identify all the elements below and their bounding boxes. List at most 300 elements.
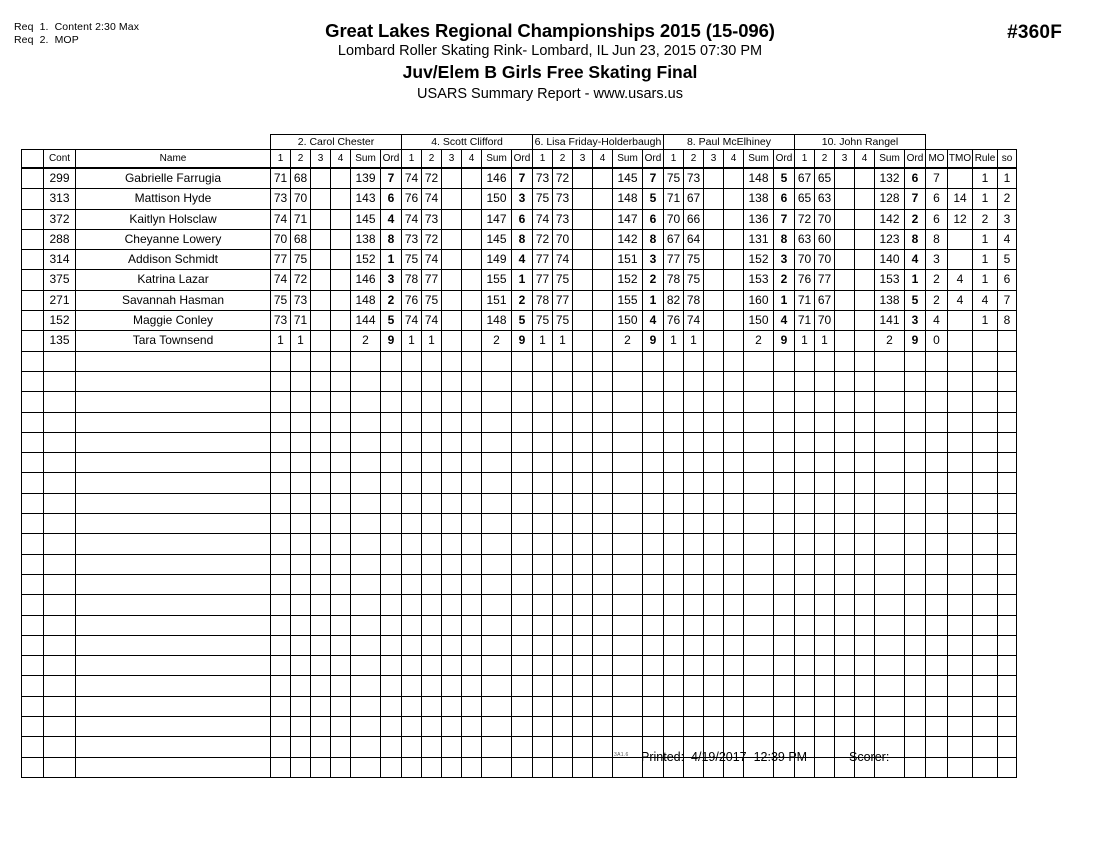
mark-j3-1	[533, 696, 553, 716]
ordinal-j4	[774, 595, 795, 615]
ordinal-j1	[381, 473, 402, 493]
sum-j2	[482, 696, 512, 716]
standing-order	[998, 392, 1017, 412]
mark-j1-2	[291, 534, 311, 554]
mark-j2-1	[402, 635, 422, 655]
contestant-number	[44, 656, 76, 676]
row-marker-cell	[22, 351, 44, 371]
rule-value	[973, 473, 998, 493]
mark-j3-1	[533, 453, 553, 473]
mark-j2-4	[462, 656, 482, 676]
mark-j5-1	[795, 595, 815, 615]
mark-j4-3	[704, 615, 724, 635]
mark-j3-2	[553, 757, 573, 777]
standing-order	[998, 696, 1017, 716]
rule-value: 1	[973, 270, 998, 290]
mark-j3-2	[553, 473, 573, 493]
ordinal-j5	[905, 514, 926, 534]
ordinal-j2	[512, 392, 533, 412]
mark-j2-1	[402, 473, 422, 493]
contestant-number	[44, 676, 76, 696]
requirement-line: Req 2. MOP	[14, 34, 79, 46]
ordinal-j3: 1	[643, 290, 664, 310]
ordinal-j2	[512, 432, 533, 452]
contestant-number	[44, 554, 76, 574]
row-marker-cell	[22, 493, 44, 513]
sum-j2	[482, 351, 512, 371]
ordinal-j1	[381, 635, 402, 655]
mark-j3-2: 75	[553, 270, 573, 290]
total-majority-ordinal	[948, 757, 973, 777]
mark-j3-2: 1	[553, 331, 573, 351]
mark-j3-3	[573, 574, 593, 594]
mark-j2-3	[442, 331, 462, 351]
sum-j1	[351, 514, 381, 534]
mark-j5-4	[855, 432, 875, 452]
mark-j5-3	[835, 432, 855, 452]
standing-order: 4	[998, 229, 1017, 249]
mark-j2-4	[462, 493, 482, 513]
mark-j5-3	[835, 615, 855, 635]
mark-j3-1	[533, 737, 553, 757]
ordinal-j5	[905, 717, 926, 737]
mark-j5-4	[855, 392, 875, 412]
table-row	[22, 270, 1017, 290]
ordinal-j4: 1	[774, 290, 795, 310]
sum-j4	[744, 717, 774, 737]
skater-name	[76, 493, 271, 513]
mark-j3-4	[593, 717, 613, 737]
rule-value	[973, 331, 998, 351]
ordinal-j5: 8	[905, 229, 926, 249]
mark-j2-3	[442, 595, 462, 615]
mark-j2-1	[402, 493, 422, 513]
mark-j5-2: 63	[815, 189, 835, 209]
mark-j5-1	[795, 493, 815, 513]
col-header-j5-sum: Sum	[875, 150, 905, 169]
standing-order	[998, 514, 1017, 534]
empty-row	[22, 432, 1017, 452]
mark-j5-4	[855, 229, 875, 249]
report-subtitle: USARS Summary Report - www.usars.us	[417, 86, 683, 102]
mark-j2-4	[462, 757, 482, 777]
empty-row	[22, 473, 1017, 493]
ordinal-j2	[512, 656, 533, 676]
mark-j2-2: 72	[422, 168, 442, 189]
ordinal-j2	[512, 493, 533, 513]
total-majority-ordinal	[948, 514, 973, 534]
sum-j2: 2	[482, 331, 512, 351]
ordinal-j5	[905, 574, 926, 594]
ordinal-j2	[512, 676, 533, 696]
mark-j4-3	[704, 432, 724, 452]
sum-j3	[613, 453, 643, 473]
majority-ordinal	[926, 737, 948, 757]
mark-j3-4	[593, 514, 613, 534]
mark-j2-1: 73	[402, 229, 422, 249]
mark-j1-3	[311, 331, 331, 351]
mark-j3-3	[573, 331, 593, 351]
sum-j3: 150	[613, 311, 643, 331]
mark-j1-3	[311, 351, 331, 371]
mark-j2-1	[402, 432, 422, 452]
mark-j1-1	[271, 554, 291, 574]
mark-j2-2	[422, 432, 442, 452]
majority-ordinal	[926, 351, 948, 371]
ordinal-j2	[512, 757, 533, 777]
ordinal-j1: 6	[381, 189, 402, 209]
mark-j2-3	[442, 473, 462, 493]
mark-j5-4	[855, 595, 875, 615]
contestant-number: 372	[44, 209, 76, 229]
mark-j5-3	[835, 209, 855, 229]
ordinal-j4	[774, 696, 795, 716]
ordinal-j3: 6	[643, 209, 664, 229]
mark-j2-1	[402, 574, 422, 594]
ordinal-j3: 3	[643, 250, 664, 270]
sum-j3	[613, 615, 643, 635]
mark-j5-4	[855, 696, 875, 716]
ordinal-j2: 1	[512, 270, 533, 290]
mark-j2-1	[402, 656, 422, 676]
mark-j5-3	[835, 331, 855, 351]
mark-j3-3	[573, 453, 593, 473]
mark-j2-4	[462, 270, 482, 290]
sum-j3	[613, 574, 643, 594]
mark-j3-4	[593, 473, 613, 493]
majority-ordinal	[926, 696, 948, 716]
sum-j4	[744, 676, 774, 696]
ordinal-j5	[905, 554, 926, 574]
mark-j1-2: 75	[291, 250, 311, 270]
mark-j3-1	[533, 514, 553, 534]
mark-j5-4	[855, 351, 875, 371]
standing-order: 6	[998, 270, 1017, 290]
standing-order	[998, 757, 1017, 777]
mark-j3-3	[573, 615, 593, 635]
empty-row	[22, 717, 1017, 737]
mark-j4-2	[684, 432, 704, 452]
rule-value	[973, 574, 998, 594]
ordinal-j1: 8	[381, 229, 402, 249]
sum-j5	[875, 534, 905, 554]
sum-j1: 2	[351, 331, 381, 351]
ordinal-j3	[643, 635, 664, 655]
skater-name: Kaitlyn Holsclaw	[76, 209, 271, 229]
mark-j5-2	[815, 392, 835, 412]
mark-j1-1: 73	[271, 311, 291, 331]
mark-j2-2: 73	[422, 209, 442, 229]
ordinal-j1	[381, 514, 402, 534]
mark-j3-2	[553, 392, 573, 412]
mark-j3-2	[553, 371, 573, 391]
mark-j4-2	[684, 534, 704, 554]
row-marker-cell	[22, 615, 44, 635]
mark-j3-3	[573, 168, 593, 189]
col-header-rule: Rule	[973, 150, 998, 169]
empty-row	[22, 514, 1017, 534]
mark-j5-2	[815, 635, 835, 655]
mark-j4-4	[724, 676, 744, 696]
mark-j1-4	[331, 392, 351, 412]
mark-j3-2	[553, 656, 573, 676]
mark-j2-3	[442, 574, 462, 594]
mark-j1-4	[331, 311, 351, 331]
col-header-j4-2: 2	[684, 150, 704, 169]
mark-j4-4	[724, 351, 744, 371]
mark-j4-3	[704, 635, 724, 655]
mark-j1-4	[331, 615, 351, 635]
mark-j1-2: 73	[291, 290, 311, 310]
ordinal-j3: 9	[643, 331, 664, 351]
mark-j4-2: 75	[684, 270, 704, 290]
mark-j2-4	[462, 209, 482, 229]
mark-j1-2	[291, 493, 311, 513]
sum-j4	[744, 351, 774, 371]
mark-j5-1: 1	[795, 331, 815, 351]
ordinal-j2	[512, 371, 533, 391]
rule-value	[973, 371, 998, 391]
row-marker-cell	[22, 229, 44, 249]
ordinal-j1	[381, 757, 402, 777]
ordinal-j4: 8	[774, 229, 795, 249]
mark-j5-3	[835, 189, 855, 209]
contestant-number: 152	[44, 311, 76, 331]
mark-j1-3	[311, 635, 331, 655]
mark-j3-3	[573, 534, 593, 554]
majority-ordinal	[926, 392, 948, 412]
sum-j4	[744, 635, 774, 655]
contestant-number	[44, 696, 76, 716]
mark-j1-3	[311, 189, 331, 209]
sum-j4	[744, 656, 774, 676]
standing-order	[998, 615, 1017, 635]
mark-j1-3	[311, 514, 331, 534]
mark-j3-2	[553, 615, 573, 635]
mark-j5-3	[835, 534, 855, 554]
mark-j2-3	[442, 554, 462, 574]
sum-j2: 148	[482, 311, 512, 331]
col-header-j5-2: 2	[815, 150, 835, 169]
mark-j4-4	[724, 229, 744, 249]
mark-j1-2	[291, 615, 311, 635]
contestant-number: 375	[44, 270, 76, 290]
mark-j5-2	[815, 412, 835, 432]
mark-j3-4	[593, 615, 613, 635]
table-row	[22, 290, 1017, 310]
mark-j5-2	[815, 351, 835, 371]
mark-j5-2	[815, 534, 835, 554]
mark-j3-1	[533, 635, 553, 655]
table-row	[22, 311, 1017, 331]
skater-name	[76, 656, 271, 676]
ordinal-j3: 5	[643, 189, 664, 209]
sum-j4	[744, 595, 774, 615]
sum-j5: 132	[875, 168, 905, 189]
majority-ordinal: 7	[926, 168, 948, 189]
mark-j1-2	[291, 351, 311, 371]
ordinal-j4: 7	[774, 209, 795, 229]
mark-j5-2: 70	[815, 250, 835, 270]
rule-value	[973, 737, 998, 757]
sum-j3	[613, 757, 643, 777]
col-header-j2-3: 3	[442, 150, 462, 169]
mark-j1-2	[291, 392, 311, 412]
ordinal-j4	[774, 554, 795, 574]
mark-j2-3	[442, 351, 462, 371]
mark-j1-4	[331, 209, 351, 229]
col-header-j3-4: 4	[593, 150, 613, 169]
ordinal-j3	[643, 412, 664, 432]
mark-j2-3	[442, 493, 462, 513]
empty-row	[22, 696, 1017, 716]
sum-j1	[351, 351, 381, 371]
mark-j1-1: 74	[271, 270, 291, 290]
mark-j5-2	[815, 676, 835, 696]
contestant-number	[44, 717, 76, 737]
mark-j3-3	[573, 351, 593, 371]
ordinal-j5	[905, 351, 926, 371]
mark-j4-1	[664, 351, 684, 371]
mark-j4-2	[684, 514, 704, 534]
mark-j2-1	[402, 514, 422, 534]
mark-j1-1: 74	[271, 209, 291, 229]
row-marker-cell	[22, 331, 44, 351]
mark-j2-2	[422, 574, 442, 594]
majority-ordinal	[926, 432, 948, 452]
skater-name	[76, 737, 271, 757]
skater-name	[76, 615, 271, 635]
mark-j2-4	[462, 615, 482, 635]
row-marker-cell	[22, 737, 44, 757]
mark-j4-1	[664, 595, 684, 615]
table-row	[22, 209, 1017, 229]
mark-j5-1: 76	[795, 270, 815, 290]
col-header-j3-1: 1	[533, 150, 553, 169]
mark-j3-3	[573, 392, 593, 412]
rule-value: 1	[973, 229, 998, 249]
rule-value: 1	[973, 168, 998, 189]
mark-j1-4	[331, 229, 351, 249]
skater-name	[76, 574, 271, 594]
sum-j1	[351, 392, 381, 412]
sum-j2	[482, 574, 512, 594]
col-header-j1-sum: Sum	[351, 150, 381, 169]
mark-j3-3	[573, 432, 593, 452]
mark-j3-4	[593, 351, 613, 371]
mark-j3-1	[533, 473, 553, 493]
mark-j2-2	[422, 453, 442, 473]
mark-j4-2: 67	[684, 189, 704, 209]
mark-j4-4	[724, 311, 744, 331]
mark-j2-3	[442, 311, 462, 331]
sum-j3: 142	[613, 229, 643, 249]
ordinal-j4	[774, 392, 795, 412]
mark-j3-2: 75	[553, 311, 573, 331]
mark-j2-4	[462, 392, 482, 412]
ordinal-j1	[381, 534, 402, 554]
ordinal-j4	[774, 351, 795, 371]
mark-j1-3	[311, 676, 331, 696]
empty-row	[22, 615, 1017, 635]
mark-j1-2	[291, 473, 311, 493]
mark-j3-4	[593, 168, 613, 189]
contestant-number	[44, 371, 76, 391]
mark-j5-1	[795, 656, 815, 676]
mark-j2-2	[422, 696, 442, 716]
row-marker-cell	[22, 168, 44, 189]
mark-j1-4	[331, 270, 351, 290]
total-majority-ordinal	[948, 534, 973, 554]
sum-j1	[351, 574, 381, 594]
contestant-number	[44, 615, 76, 635]
mark-j1-2	[291, 757, 311, 777]
sum-j2	[482, 432, 512, 452]
ordinal-j5: 7	[905, 189, 926, 209]
mark-j4-3	[704, 412, 724, 432]
mark-j1-2: 71	[291, 311, 311, 331]
sum-j2: 147	[482, 209, 512, 229]
contestant-number	[44, 453, 76, 473]
report-header	[0, 20, 1100, 105]
mark-j5-1	[795, 635, 815, 655]
mark-j5-1	[795, 371, 815, 391]
row-marker-cell	[22, 656, 44, 676]
mark-j2-1: 74	[402, 209, 422, 229]
mark-j2-3	[442, 737, 462, 757]
judge-banner-spacer	[22, 135, 271, 150]
mark-j5-1	[795, 676, 815, 696]
mark-j5-3	[835, 514, 855, 534]
mark-j3-1: 75	[533, 189, 553, 209]
sum-j3: 2	[613, 331, 643, 351]
standing-order	[998, 737, 1017, 757]
total-majority-ordinal	[948, 656, 973, 676]
mark-j5-1	[795, 432, 815, 452]
mark-j2-2	[422, 676, 442, 696]
mark-j4-4	[724, 717, 744, 737]
sum-j1	[351, 717, 381, 737]
mark-j2-2: 72	[422, 229, 442, 249]
mark-j2-2	[422, 656, 442, 676]
skater-name: Tara Townsend	[76, 331, 271, 351]
mark-j2-2: 74	[422, 311, 442, 331]
total-majority-ordinal	[948, 737, 973, 757]
mark-j4-3	[704, 514, 724, 534]
mark-j5-4	[855, 656, 875, 676]
sum-j5	[875, 656, 905, 676]
mark-j4-3	[704, 717, 724, 737]
ordinal-j1: 2	[381, 290, 402, 310]
sum-j2	[482, 392, 512, 412]
mark-j1-1	[271, 493, 291, 513]
ordinal-j4	[774, 493, 795, 513]
mark-j4-1	[664, 493, 684, 513]
rule-value	[973, 656, 998, 676]
rule-value	[973, 534, 998, 554]
mark-j1-2	[291, 371, 311, 391]
ordinal-j2: 3	[512, 189, 533, 209]
mark-j1-1	[271, 412, 291, 432]
sum-j3	[613, 554, 643, 574]
skater-name	[76, 392, 271, 412]
ordinal-j2	[512, 453, 533, 473]
sum-j4: 160	[744, 290, 774, 310]
mark-j5-4	[855, 554, 875, 574]
venue-line: Lombard Roller Skating Rink- Lombard, IL Jun 23, 2015 07:30 PM	[337, 43, 763, 59]
col-header-j4-sum: Sum	[744, 150, 774, 169]
ordinal-j1	[381, 696, 402, 716]
